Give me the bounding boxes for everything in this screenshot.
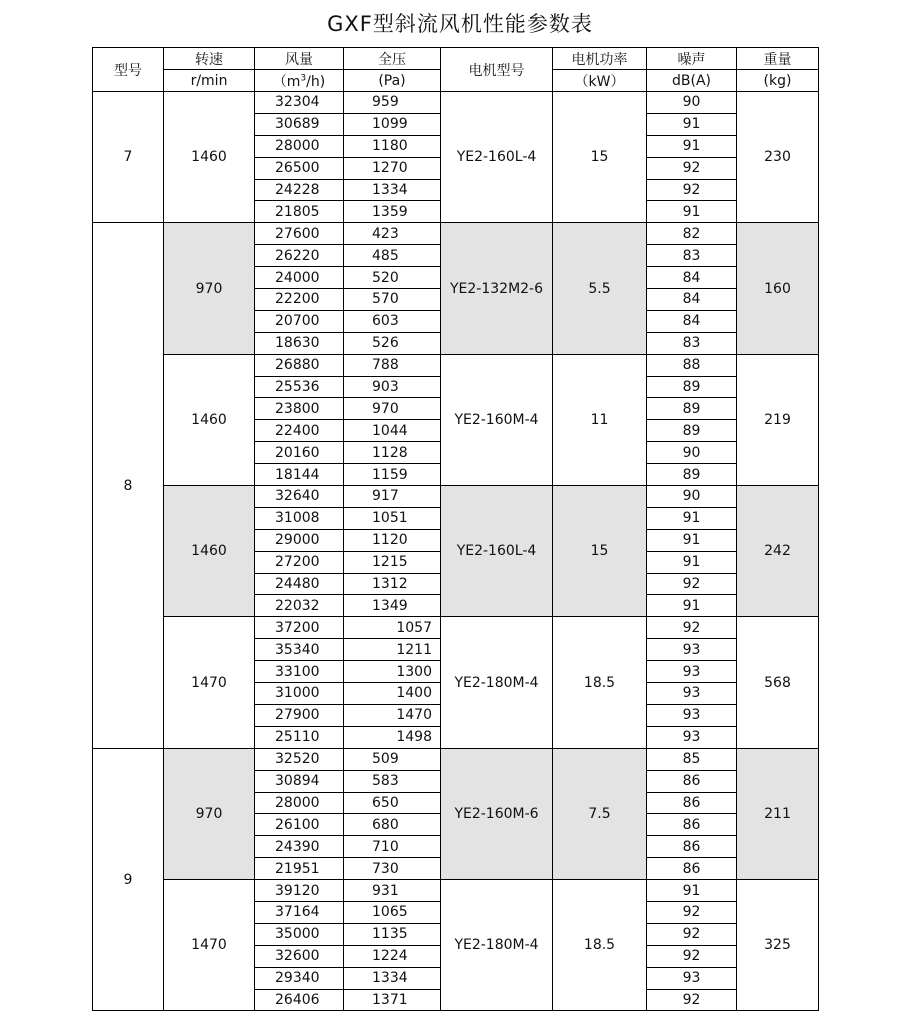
cell-pressure: 903 <box>344 376 441 398</box>
cell-motor: YE2-160L-4 <box>441 486 553 617</box>
cell-pressure: 1349 <box>344 595 441 617</box>
cell-flow: 30894 <box>255 770 344 792</box>
cell-flow: 18144 <box>255 464 344 486</box>
cell-power: 15 <box>553 92 647 223</box>
cell-pressure: 1180 <box>344 135 441 157</box>
cell-flow: 32304 <box>255 92 344 114</box>
cell-pressure: 1051 <box>344 507 441 529</box>
cell-pressure: 1371 <box>344 989 441 1011</box>
cell-flow: 27900 <box>255 704 344 726</box>
header-row <box>93 48 819 70</box>
cell-noise: 91 <box>647 595 737 617</box>
cell-noise: 91 <box>647 113 737 135</box>
table-row <box>93 486 819 508</box>
cell-pressure: 1312 <box>344 573 441 595</box>
cell-pressure: 1211 <box>344 639 441 661</box>
cell-noise: 90 <box>647 442 737 464</box>
cell-noise: 86 <box>647 858 737 880</box>
header-pressure: 全压 <box>344 48 441 70</box>
cell-flow: 24000 <box>255 267 344 289</box>
cell-noise: 93 <box>647 726 737 748</box>
cell-model: 7 <box>93 92 164 223</box>
cell-pressure: 650 <box>344 792 441 814</box>
cell-pressure: 1057 <box>344 617 441 639</box>
cell-noise: 86 <box>647 814 737 836</box>
cell-noise: 93 <box>647 639 737 661</box>
page-title: GXF型斜流风机性能参数表 <box>327 12 593 36</box>
cell-noise: 86 <box>647 792 737 814</box>
header-weight-unit: (kg) <box>737 70 819 92</box>
cell-flow: 26220 <box>255 245 344 267</box>
cell-weight: 242 <box>737 486 819 617</box>
cell-flow: 32600 <box>255 945 344 967</box>
cell-pressure: 1215 <box>344 551 441 573</box>
cell-noise: 93 <box>647 683 737 705</box>
cell-flow: 24390 <box>255 836 344 858</box>
header-pressure-unit: (Pa) <box>344 70 441 92</box>
table-row <box>93 748 819 770</box>
cell-pressure: 583 <box>344 770 441 792</box>
cell-flow: 20700 <box>255 310 344 332</box>
cell-flow: 23800 <box>255 398 344 420</box>
cell-flow: 37200 <box>255 617 344 639</box>
header-weight: 重量 <box>737 48 819 70</box>
cell-flow: 22200 <box>255 289 344 311</box>
cell-noise: 92 <box>647 989 737 1011</box>
cell-speed: 1470 <box>164 617 255 748</box>
cell-noise: 90 <box>647 92 737 114</box>
cell-noise: 92 <box>647 157 737 179</box>
cell-motor: YE2-180M-4 <box>441 617 553 748</box>
cell-pressure: 1065 <box>344 901 441 923</box>
cell-noise: 84 <box>647 267 737 289</box>
cell-flow: 21951 <box>255 858 344 880</box>
cell-motor: YE2-160M-6 <box>441 748 553 879</box>
header-flow-unit <box>255 70 344 92</box>
cell-speed: 1470 <box>164 880 255 1011</box>
flow-unit-superscript: 3 <box>300 72 307 83</box>
cell-noise: 91 <box>647 529 737 551</box>
cell-motor: YE2-160L-4 <box>441 92 553 223</box>
cell-noise: 91 <box>647 880 737 902</box>
cell-pressure: 1135 <box>344 923 441 945</box>
cell-pressure: 603 <box>344 310 441 332</box>
cell-flow: 29000 <box>255 529 344 551</box>
cell-noise: 91 <box>647 507 737 529</box>
table-row <box>93 354 819 376</box>
cell-power: 18.5 <box>553 617 647 748</box>
cell-flow: 22032 <box>255 595 344 617</box>
cell-flow: 37164 <box>255 901 344 923</box>
cell-noise: 91 <box>647 135 737 157</box>
cell-noise: 90 <box>647 486 737 508</box>
cell-pressure: 1359 <box>344 201 441 223</box>
cell-pressure: 1470 <box>344 704 441 726</box>
cell-noise: 92 <box>647 923 737 945</box>
cell-weight: 230 <box>737 92 819 223</box>
cell-speed: 1460 <box>164 486 255 617</box>
cell-flow: 28000 <box>255 135 344 157</box>
cell-flow: 21805 <box>255 201 344 223</box>
cell-flow: 26100 <box>255 814 344 836</box>
cell-noise: 91 <box>647 201 737 223</box>
cell-noise: 84 <box>647 310 737 332</box>
cell-pressure: 959 <box>344 92 441 114</box>
cell-flow: 18630 <box>255 332 344 354</box>
cell-pressure: 509 <box>344 748 441 770</box>
cell-motor: YE2-160M-4 <box>441 354 553 485</box>
cell-flow: 28000 <box>255 792 344 814</box>
cell-flow: 27600 <box>255 223 344 245</box>
cell-power: 15 <box>553 486 647 617</box>
cell-flow: 29340 <box>255 967 344 989</box>
cell-pressure: 1159 <box>344 464 441 486</box>
cell-noise: 89 <box>647 464 737 486</box>
cell-pressure: 485 <box>344 245 441 267</box>
cell-noise: 84 <box>647 289 737 311</box>
cell-pressure: 680 <box>344 814 441 836</box>
cell-pressure: 1099 <box>344 113 441 135</box>
cell-pressure: 970 <box>344 398 441 420</box>
header-power-unit: （kW） <box>553 70 647 92</box>
cell-pressure: 917 <box>344 486 441 508</box>
cell-speed: 1460 <box>164 354 255 485</box>
cell-noise: 93 <box>647 661 737 683</box>
cell-flow: 35000 <box>255 923 344 945</box>
cell-pressure: 1224 <box>344 945 441 967</box>
cell-noise: 91 <box>647 551 737 573</box>
cell-power: 18.5 <box>553 880 647 1011</box>
cell-pressure: 520 <box>344 267 441 289</box>
cell-noise: 86 <box>647 836 737 858</box>
cell-noise: 89 <box>647 398 737 420</box>
header-speed-unit: r/min <box>164 70 255 92</box>
table-row <box>93 617 819 639</box>
cell-flow: 31000 <box>255 683 344 705</box>
cell-noise: 83 <box>647 245 737 267</box>
cell-motor: YE2-180M-4 <box>441 880 553 1011</box>
cell-model: 9 <box>93 748 164 1011</box>
cell-noise: 82 <box>647 223 737 245</box>
cell-flow: 25110 <box>255 726 344 748</box>
cell-pressure: 570 <box>344 289 441 311</box>
cell-flow: 33100 <box>255 661 344 683</box>
cell-noise: 86 <box>647 770 737 792</box>
cell-pressure: 730 <box>344 858 441 880</box>
cell-flow: 31008 <box>255 507 344 529</box>
cell-power: 7.5 <box>553 748 647 879</box>
cell-flow: 25536 <box>255 376 344 398</box>
cell-speed: 970 <box>164 748 255 879</box>
cell-noise: 92 <box>647 901 737 923</box>
cell-pressure: 1128 <box>344 442 441 464</box>
cell-noise: 85 <box>647 748 737 770</box>
cell-pressure: 1044 <box>344 420 441 442</box>
cell-pressure: 526 <box>344 332 441 354</box>
cell-weight: 160 <box>737 223 819 354</box>
cell-model: 8 <box>93 223 164 748</box>
cell-pressure: 1300 <box>344 661 441 683</box>
cell-noise: 92 <box>647 573 737 595</box>
cell-noise: 93 <box>647 967 737 989</box>
cell-pressure: 423 <box>344 223 441 245</box>
cell-motor: YE2-132M2-6 <box>441 223 553 354</box>
cell-speed: 970 <box>164 223 255 354</box>
cell-noise: 92 <box>647 617 737 639</box>
cell-noise: 88 <box>647 354 737 376</box>
flow-unit-suffix: /h) <box>306 73 326 90</box>
cell-power: 5.5 <box>553 223 647 354</box>
cell-flow: 39120 <box>255 880 344 902</box>
table-row <box>93 223 819 245</box>
cell-flow: 26406 <box>255 989 344 1011</box>
header-flow: 风量 <box>255 48 344 70</box>
cell-weight: 325 <box>737 880 819 1011</box>
cell-pressure: 931 <box>344 880 441 902</box>
cell-noise: 89 <box>647 420 737 442</box>
cell-speed: 1460 <box>164 92 255 223</box>
cell-pressure: 1334 <box>344 967 441 989</box>
cell-flow: 32520 <box>255 748 344 770</box>
cell-noise: 83 <box>647 332 737 354</box>
cell-weight: 211 <box>737 748 819 879</box>
cell-flow: 30689 <box>255 113 344 135</box>
header-model: 型号 <box>93 48 164 92</box>
header-noise: 噪声 <box>647 48 737 70</box>
cell-noise: 89 <box>647 376 737 398</box>
cell-weight: 568 <box>737 617 819 748</box>
cell-flow: 24480 <box>255 573 344 595</box>
cell-pressure: 1498 <box>344 726 441 748</box>
cell-flow: 24228 <box>255 179 344 201</box>
table-row <box>93 92 819 114</box>
header-speed: 转速 <box>164 48 255 70</box>
cell-flow: 26880 <box>255 354 344 376</box>
cell-flow: 35340 <box>255 639 344 661</box>
cell-noise: 92 <box>647 945 737 967</box>
cell-pressure: 1270 <box>344 157 441 179</box>
cell-noise: 93 <box>647 704 737 726</box>
header-power: 电机功率 <box>553 48 647 70</box>
cell-noise: 92 <box>647 179 737 201</box>
performance-table <box>92 47 819 1011</box>
cell-pressure: 788 <box>344 354 441 376</box>
cell-weight: 219 <box>737 354 819 485</box>
cell-pressure: 1400 <box>344 683 441 705</box>
cell-flow: 22400 <box>255 420 344 442</box>
header-noise-unit: dB(A) <box>647 70 737 92</box>
cell-flow: 26500 <box>255 157 344 179</box>
cell-pressure: 1334 <box>344 179 441 201</box>
header-motor: 电机型号 <box>441 48 553 92</box>
cell-pressure: 710 <box>344 836 441 858</box>
cell-flow: 27200 <box>255 551 344 573</box>
table-row <box>93 880 819 902</box>
cell-flow: 20160 <box>255 442 344 464</box>
cell-flow: 32640 <box>255 486 344 508</box>
flow-unit-prefix: （m <box>272 73 301 90</box>
cell-power: 11 <box>553 354 647 485</box>
cell-pressure: 1120 <box>344 529 441 551</box>
